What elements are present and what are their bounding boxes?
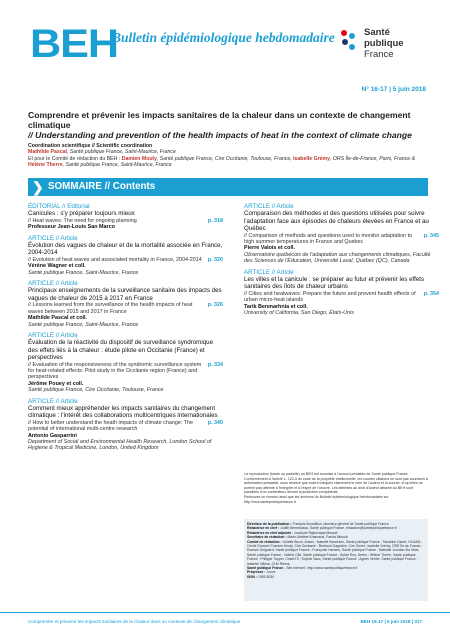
contents-label: SOMMAIRE // Contents	[48, 181, 156, 192]
issue-title-fr: Comprendre et prévenir les impacts sanitaires de la chaleur dans un contexte de changement climatique	[28, 110, 411, 130]
issue-title-en: // Understanding and prevention of the health impacts of heat in the context of climate change	[28, 130, 412, 140]
masthead	[0, 0, 450, 80]
coordination: Coordination scientifique // Scientific coordination Mathilde Pascal, Santé publique France, Saint-Maurice, France Et pour le Comité de rédaction du BEH : Damien Mouly, Santé publique France, Cire Occitanie, Toulouse, France, Isabelle Grémy, ORS Île-de-France, Paris, France & Hélène Therre, Santé publique France, Saint-Maurice, France	[28, 143, 416, 169]
toc-entry[interactable]: ARTICLE // Article Principaux enseignements de la surveillance sanitaire des impacts des vagues de chaleur de 2015 à 2017 en France p. 326 // Lessons learned from the surveillance of the health impacts of heat waves between 2015 and 2017 in France Mathilde Pascal et coll. Santé publique France, Saint-Maurice, France	[28, 280, 223, 328]
publisher-logo	[338, 25, 428, 65]
toc-entry[interactable]: ÉDITORIAL // Editorial Canicules : s'y préparer toujours mieux p. 318 // Heat waves: The need for ongoing planning Professeur Jean-Louis San Marco	[28, 203, 223, 231]
bulletin-title: Bulletin épidémiologique hebdomadaire	[112, 30, 335, 45]
publisher-name: Santé publique France	[364, 27, 404, 60]
footer-page-info: BEH 16-17 | 5 juin 2018 | 317	[360, 619, 422, 624]
publisher-mark-icon	[338, 28, 358, 52]
issue-number: N° 16-17 | 5 juin 2018	[361, 86, 426, 93]
beh-logo: BEH	[30, 22, 118, 66]
page-link[interactable]: p. 320	[207, 256, 223, 263]
contents-left-column	[28, 203, 223, 456]
page-link[interactable]: p. 334	[207, 361, 223, 368]
page-link[interactable]: p. 326	[207, 302, 223, 309]
page-link[interactable]: p. 345	[423, 232, 439, 239]
toc-entry[interactable]: ARTICLE // Article Les villes et la canicule : se préparer au futur et prévenir les effets sanitaires des îlots de chaleur urbains p. 354 // Cities and heatwaves: Prepare the future and prevent health effects of urban micro-heat islands Tarik Benmarhnia et coll. University of California, San Diego, États-Unis	[244, 268, 439, 317]
chevron-right-icon: ❯	[32, 179, 44, 195]
page-link[interactable]: p. 354	[423, 290, 439, 297]
footer-running-title: Comprendre et prévenir les impacts sanitaires de la chaleur dans un contexte de changement climatique	[28, 619, 241, 624]
toc-entry[interactable]: ARTICLE // Article Évaluation de la réactivité du dispositif de surveillance syndromique des effets liés à la chaleur : étude pilote en Occitanie (France) et perspectives p. 334 // Evaluation of the responsiveness of the syndromic surveillance system for heat-related effects: Pilot study in the Occitanie region (France) and perspectives Jérôme Pouey et coll. Santé publique France, Cire Occitanie, Toulouse, France	[28, 331, 223, 394]
page-link[interactable]: p. 340	[207, 419, 223, 426]
contents-banner	[28, 178, 428, 196]
contents-right-column	[244, 203, 439, 321]
toc-entry[interactable]: ARTICLE // Article Comment mieux appréhender les impacts sanitaires du changement climatique : l'intérêt des collaborations multicentriques internationales p. 340 // How to better understand the heath impacts of climate change: The potential of international multi-centre research Antonio Gasparrini Department of Social and Environmental Health Research, London School of Hygiene & Tropical Medicine, London, United Kingdom	[28, 397, 223, 452]
editorial-info-box: Directeur de la publication : François Bourdillon, directeur général de Santé publique France Rédactrice en chef : Judith Benrekassa, Santé publique France, redaction@santepubliquefrance.fr Rédactrice en chef adjointe : Jocelyne Rajnchapel-Messaï Secrétaire de rédaction : Marie-Martine Khamassi, Farida Mihoub Comité de rédaction : Juliette Bloch, Anses ; Isabelle Bonmarin, Santé publique France ; Sandrine Danet, HCAAM ; Cécile Durand / Damien Mouly, Cire Occitanie ; Bertrand Gagnière, Cire Ouest ; Isabelle Grémy, ORS Île-de-France ; Romain Guignard, Santé publique France ; Françoise Hamers, Santé publique France ; Nathalie Jourdan-Da Silva, Santé publique France ; Valérie Olié, Santé publique France ; Sylvie Rey, Drees ; Hélène Therre, Santé publique France ; Philippe Tuppin, CnamTS ; Sophie Vaux, Santé publique France ; Agnès Verrier, Santé publique France ; Isabelle Villena, CHU Reims. Santé publique France - Site Internet : http://www.santepubliquefrance.fr Prépresse : Jouve ISSN : 1953-8030	[244, 519, 428, 601]
page-footer	[0, 612, 450, 640]
page-link[interactable]: p. 318	[207, 217, 223, 224]
toc-entry[interactable]: ARTICLE // Article Comparaison des méthodes et des questions utilisées pour suivre l'adaptation face aux épisodes de chaleurs élevées en France et au Québec p. 345 // Comparison of methods and questions used to monitor adaptation to high summer temperatures in France and Quebec Pierre Valois et coll. Observatoire québécois de l'adaptation aux changements climatiques, Faculté des Sciences de l'Éducation, Université Laval, Québec (QC), Canada	[244, 203, 439, 265]
issue-title-block	[28, 110, 428, 169]
toc-entry[interactable]: ARTICLE // Article Évolution des vagues de chaleur et de la mortalité associée en France, 2004-2014 p. 320 // Evolution of heat waves and associated mortality in France, 2004-2014 Vérène Wagner et coll. Santé publique France, Saint-Maurice, France	[28, 234, 223, 276]
legal-notice: La reproduction (totale ou partielle) du BEH est soumise à l'accord préalable de Santé publique France. Conformément à l'article L. 122-5 du code de la propriété intellectuelle, les courtes citations ne sont pas soumises à autorisation préalable, sous réserve que soient indiqués clairement le nom de l'auteur et la source, et qu'elles ne portent pas atteinte à l'intégrité et à l'esprit de l'oeuvre. Les atteintes au droit d'auteur attaché au BEH sont passibles d'un contentieux devant la juridiction compétente. Retrouvez ce numéro ainsi que les archives du Bulletin épidémiologique hebdomadaire sur http://invs.santepubliquefrance.fr	[244, 472, 428, 504]
archive-link[interactable]: Retrouvez ce numéro ainsi que les archives du Bulletin épidémiologique hebdomadaire sur http://invs.santepubliquefrance.fr	[244, 494, 389, 504]
